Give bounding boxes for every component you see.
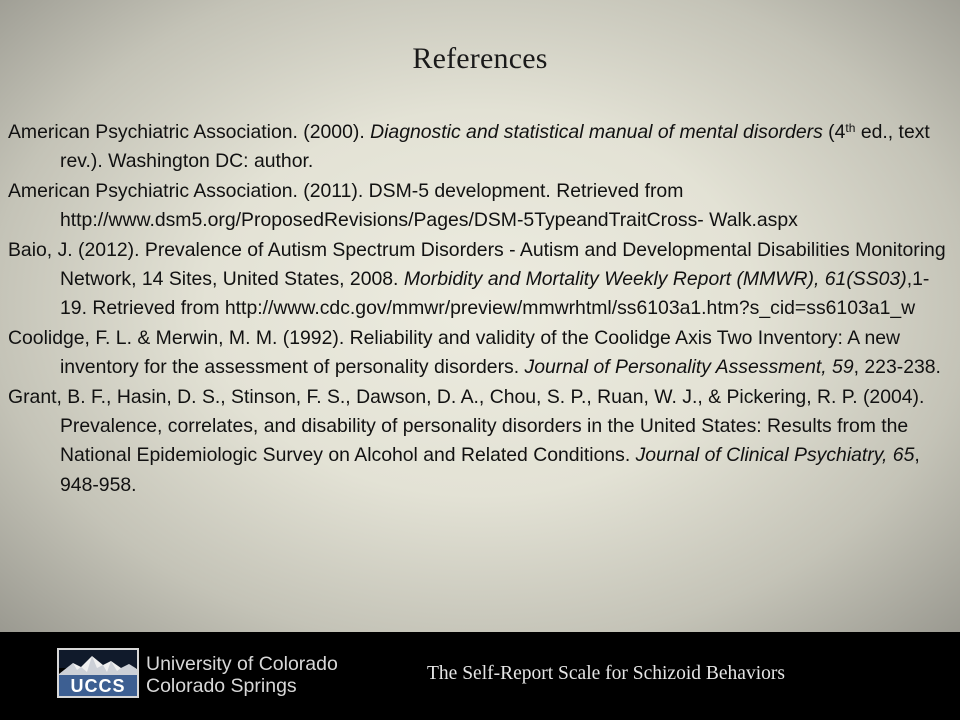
university-name-line1: University of Colorado — [146, 653, 338, 675]
reference-list — [8, 118, 952, 500]
reference-text: , 223-238. — [853, 356, 941, 379]
reference-url[interactable]: http://www.cdc.gov/mmwr/preview/mmwrhtml/ss6103a1.htm?s_cid=ss6103a1_w — [224, 297, 916, 320]
reference-italic-title: Morbidity and Mortality Weekly Report (MMWR), 61(SS03) — [403, 268, 907, 291]
reference-superscript: th — [845, 121, 856, 135]
slide-title: References — [412, 42, 548, 75]
reference-apa-2000 — [8, 118, 952, 177]
reference-text: American Psychiatric Association. (2000). — [8, 121, 371, 143]
presentation-title: The Self-Report Scale for Schizoid Behaviors — [427, 663, 785, 684]
reference-text: ed., text rev.). Washington DC: author. — [60, 121, 930, 173]
reference-coolidge-1992 — [8, 324, 952, 383]
logo-text: UCCS — [70, 676, 126, 696]
reference-text: American Psychiatric Association. (2011). DSM-5 development. Retrieved from — [8, 179, 684, 202]
uccs-logo — [57, 648, 139, 698]
reference-grant-2004 — [8, 383, 952, 501]
reference-text: Coolidge, F. L. & Merwin, M. M. (1992). Reliability and validity of the Coolidge Axis Two Inventory: A new inventory for the assessment of personality disorders. — [8, 326, 901, 379]
reference-text: ,1-19. Retrieved from — [60, 268, 930, 320]
reference-baio-2012 — [8, 236, 952, 324]
reference-text: (4 — [822, 121, 846, 143]
reference-italic-title: Diagnostic and statistical manual of mental disorders — [370, 121, 823, 143]
reference-text: Grant, B. F., Hasin, D. S., Stinson, F. S., Dawson, D. A., Chou, S. P., Ruan, W. J., & Pickering, R. P. (2004). Prevalence, correlates, and disability of personality disorders in the United States: Results from the National Epidemiologic Survey on Alcohol and Related Conditions. — [8, 385, 925, 467]
reference-apa-2011 — [8, 177, 952, 236]
university-name-line2: Colorado Springs — [146, 675, 297, 697]
reference-url[interactable]: http://www.dsm5.org/ProposedRevisions/Pages/DSM-5TypeandTraitCross- — [60, 209, 704, 232]
mountain-logo-icon — [59, 650, 137, 696]
university-name — [146, 653, 338, 697]
reference-text: Baio, J. (2012). Prevalence of Autism Spectrum Disorders - Autism and Developmental Disabilities Monitoring Network, 14 Sites, United States, 2008. — [8, 238, 946, 291]
reference-url-continued[interactable]: Walk.aspx — [709, 209, 798, 232]
reference-text: , 948-958. — [60, 444, 920, 496]
reference-italic-title: Journal of Clinical Psychiatry, 65 — [635, 444, 915, 467]
reference-italic-title: Journal of Personality Assessment, 59 — [524, 356, 854, 379]
